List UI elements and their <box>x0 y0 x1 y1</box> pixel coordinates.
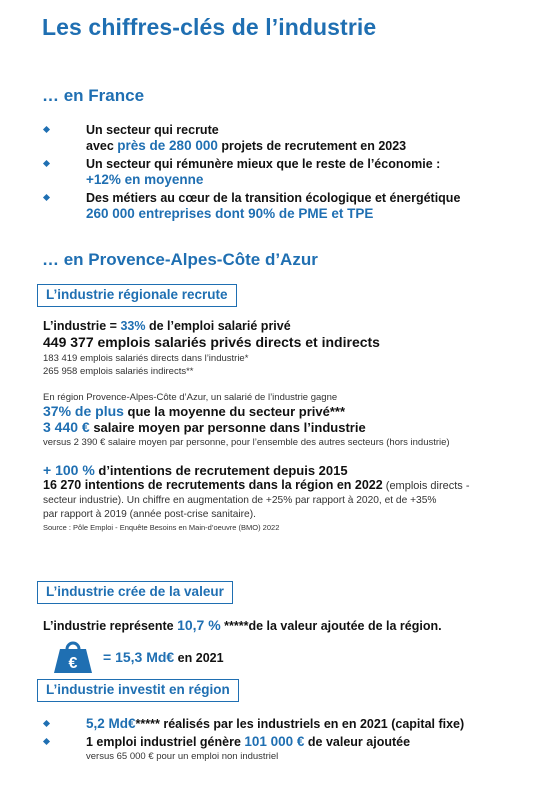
diamond-bullet-icon <box>43 738 50 745</box>
list-item: Un secteur qui recrute avec près de 280 000 projets de recrutement en 2023 <box>44 122 460 154</box>
euro-weight-icon <box>52 640 94 674</box>
box-title-recrute: L’industrie régionale recrute <box>37 284 237 307</box>
box-title-valeur: L’industrie crée de la valeur <box>37 581 233 604</box>
page-title: Les chiffres-clés de l’industrie <box>42 14 377 40</box>
diamond-bullet-icon <box>43 160 50 167</box>
recrute-block: L’industrie = 33% de l’emploi salarié privé 449 377 emplois salariés privés directs et indirects 183 419 emplois salariés directs dans l’industrie* 265 958 emplois salariés indirects** En région Provence-Alpes-Côte d’Azur, un salarié de l’industrie gagne 37% de plus que la moyenne du secteur privé*** 3 440 € salaire moyen par personne dans l’industrie versus 2 390 € salaire moyen par personne, pour l’ensemble des autres secteurs (hors industrie) + 100 % d’intentions de recrutement depuis 2015 16 270 intentions de recrutements dans la région en 2022 (emplois directs - secteur industrie). Un chiffre en augmentation de +25% par rapport à 2020, et de +35% par rapport à 2019 (année post-crise sanitaire). Source : Pôle Emploi - Enquête Besoins en Main-d’oeuvre (BMO) 2022 <box>43 319 523 534</box>
list-item: Des métiers au cœur de la transition écologique et énergétique 260 000 entreprises dont 90% de PME et TPE <box>44 190 460 222</box>
france-list <box>44 122 460 222</box>
section-heading-paca: … en Provence-Alpes-Côte d’Azur <box>42 250 318 269</box>
investit-list <box>44 716 464 763</box>
list-item: 5,2 Md€***** réalisés par les industriels en en 2021 (capital fixe) <box>44 716 464 732</box>
diamond-bullet-icon <box>43 720 50 727</box>
list-item: 1 emploi industriel génère 101 000 € de valeur ajoutée versus 65 000 € pour un emploi non industriel <box>44 734 464 763</box>
diamond-bullet-icon <box>43 194 50 201</box>
svg-text:€: € <box>68 655 78 672</box>
valeur-amount: = 15,3 Md€ en 2021 <box>103 649 224 665</box>
source-note: Source : Pôle Emploi - Enquête Besoins en Main-d’oeuvre (BMO) 2022 <box>43 523 280 532</box>
section-heading-france: … en France <box>42 86 145 105</box>
list-item: Un secteur qui rémunère mieux que le reste de l’économie : +12% en moyenne <box>44 156 460 188</box>
diamond-bullet-icon <box>43 126 50 133</box>
box-title-investit: L’industrie investit en région <box>37 679 239 702</box>
